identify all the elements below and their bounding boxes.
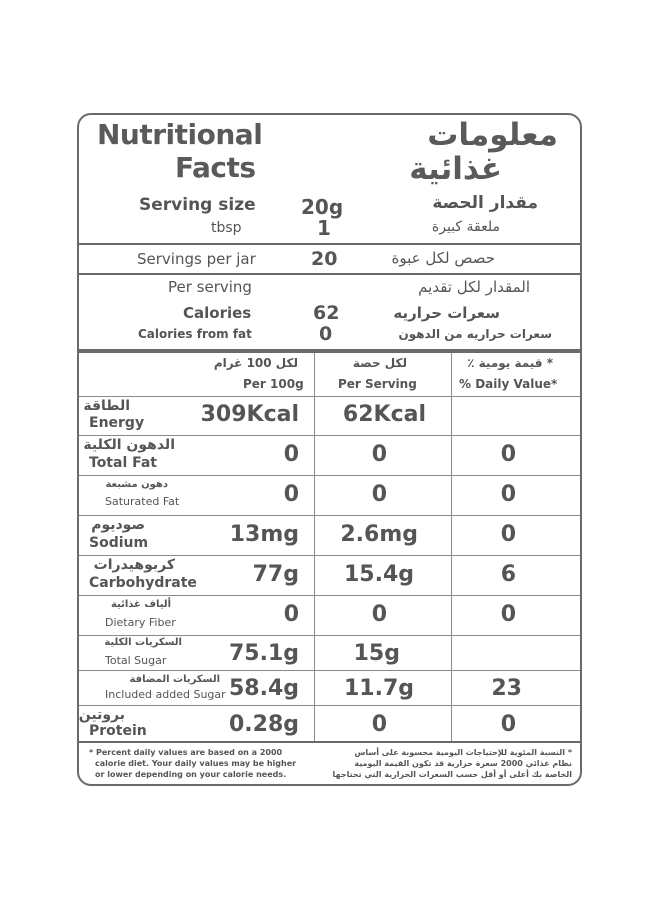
row-protein-name-ar: بروتين xyxy=(78,707,125,723)
row-sugar-per100: 75.1g xyxy=(228,641,299,666)
row-sodium-name-ar: صوديوم xyxy=(91,517,145,533)
col-dv-header-ar: * قيمة يومية ٪ xyxy=(467,356,553,370)
serving-unit-value: 1 xyxy=(317,216,331,240)
row-divider xyxy=(79,515,580,516)
row-energy-name-ar: الطاقة xyxy=(83,398,130,414)
row-addedsugar-name-ar: السكريات المضافة xyxy=(129,674,220,685)
row-sodium-name-en: Sodium xyxy=(89,535,149,551)
row-divider xyxy=(79,475,580,476)
row-carb-name-ar: كربوهيدرات xyxy=(93,557,175,573)
footnote-ar-line1: * النسبة المئوية للإحتياجات اليومية محسوبة على أساس xyxy=(354,748,572,757)
footnote-en-line3: or lower depending on your calorie needs. xyxy=(95,770,287,779)
row-energy-per100: 309Kcal xyxy=(200,402,299,427)
serving-unit-label: tbsp xyxy=(211,220,242,236)
row-divider xyxy=(79,595,580,596)
row-carb-perserving: 15.4g xyxy=(343,562,414,587)
footnote-en-line2: calorie diet. Your daily values may be higher xyxy=(95,759,297,768)
thick-divider xyxy=(79,349,580,353)
row-carb-per100: 77g xyxy=(252,562,299,587)
calories-label: Calories xyxy=(183,304,252,322)
calories-from-fat-label: Calories from fat xyxy=(138,327,252,341)
calories-from-fat-value: 0 xyxy=(319,323,333,345)
footnote-ar-line2: نظام غذائي 2000 سعرة حرارية قد تكون القيمة اليومية xyxy=(354,759,572,768)
row-divider xyxy=(79,435,580,436)
title-en-line2: Facts xyxy=(175,151,256,184)
row-carb-name-en: Carbohydrate xyxy=(89,575,197,591)
row-satfat-perserving: 0 xyxy=(371,482,387,507)
row-divider xyxy=(79,635,580,636)
row-sodium-dv: 0 xyxy=(500,522,516,547)
row-fiber-name-en: Dietary Fiber xyxy=(105,616,176,629)
row-satfat-dv: 0 xyxy=(500,482,516,507)
row-sugar-name-ar: السكريات الكلية xyxy=(104,637,182,648)
title-ar-line2: غذائية xyxy=(409,151,502,187)
row-divider xyxy=(79,705,580,706)
row-totalfat-dv: 0 xyxy=(500,442,516,467)
title-ar-line1: معلومات xyxy=(427,117,558,153)
row-protein-per100: 0.28g xyxy=(228,712,299,737)
per-serving-label-ar: المقدار لكل تقديم xyxy=(418,278,530,296)
servings-per-jar-value: 20 xyxy=(311,248,338,270)
calories-from-fat-label-ar: سعرات حراريه من الدهون xyxy=(398,327,552,341)
serving-size-value: 20g xyxy=(301,195,344,219)
serving-size-label-ar: مقدار الحصة xyxy=(432,193,538,213)
row-divider xyxy=(79,670,580,671)
row-addedsugar-name-en: Included added Sugar xyxy=(105,688,226,701)
row-totalfat-name-en: Total Fat xyxy=(89,455,158,471)
column-divider xyxy=(451,353,452,742)
row-satfat-name-ar: دهون مشبعة xyxy=(105,479,168,490)
row-protein-perserving: 0 xyxy=(371,712,387,737)
row-energy-perserving: 62Kcal xyxy=(342,402,426,427)
col-per100-header-ar: لكل 100 غرام xyxy=(213,356,298,370)
row-energy-name-en: Energy xyxy=(89,415,145,431)
row-sugar-name-en: Total Sugar xyxy=(105,654,167,667)
divider xyxy=(79,273,580,275)
row-fiber-per100: 0 xyxy=(283,602,299,627)
col-perserving-header-ar: لكل حصة xyxy=(352,356,407,370)
title-en-line1: Nutritional xyxy=(97,118,263,151)
calories-value: 62 xyxy=(313,302,340,324)
row-divider xyxy=(79,396,580,397)
row-totalfat-name-ar: الدهون الكلية xyxy=(83,437,175,453)
row-sodium-per100: 13mg xyxy=(229,522,299,547)
row-divider xyxy=(79,555,580,556)
per-serving-label: Per serving xyxy=(168,278,252,296)
row-totalfat-perserving: 0 xyxy=(371,442,387,467)
row-totalfat-per100: 0 xyxy=(283,442,299,467)
column-divider xyxy=(314,353,315,742)
row-fiber-perserving: 0 xyxy=(371,602,387,627)
divider xyxy=(79,243,580,245)
row-sodium-perserving: 2.6mg xyxy=(340,522,418,547)
serving-unit-label-ar: ملعقة كبيرة xyxy=(431,219,500,235)
row-protein-name-en: Protein xyxy=(89,723,147,739)
row-carb-dv: 6 xyxy=(500,562,516,587)
row-addedsugar-per100: 58.4g xyxy=(228,676,299,701)
col-dv-header-en: % Daily Value* xyxy=(459,377,558,391)
calories-label-ar: سعرات حراريه xyxy=(393,304,500,322)
nutrition-label xyxy=(77,113,582,786)
servings-per-jar-label: Servings per jar xyxy=(137,250,256,268)
row-satfat-per100: 0 xyxy=(283,482,299,507)
divider xyxy=(79,741,580,743)
col-per100-header-en: Per 100g xyxy=(243,377,304,391)
row-satfat-name-en: Saturated Fat xyxy=(105,495,180,508)
row-addedsugar-perserving: 11.7g xyxy=(343,676,414,701)
col-perserving-header-en: Per Serving xyxy=(338,377,417,391)
row-sugar-perserving: 15g xyxy=(353,641,400,666)
footnote-en-line1: * Percent daily values are based on a 2000 xyxy=(89,748,283,757)
row-addedsugar-dv: 23 xyxy=(491,676,522,701)
row-fiber-name-ar: ألياف غذائية xyxy=(110,599,171,610)
servings-per-jar-label-ar: حصص لكل عبوة xyxy=(391,249,495,267)
footnote-ar-line3: الخاصة بك أعلى أو أقل حسب السعرات الحرارية التي تحتاجها xyxy=(332,770,572,779)
serving-size-label: Serving size xyxy=(139,195,256,215)
row-protein-dv: 0 xyxy=(500,712,516,737)
row-fiber-dv: 0 xyxy=(500,602,516,627)
